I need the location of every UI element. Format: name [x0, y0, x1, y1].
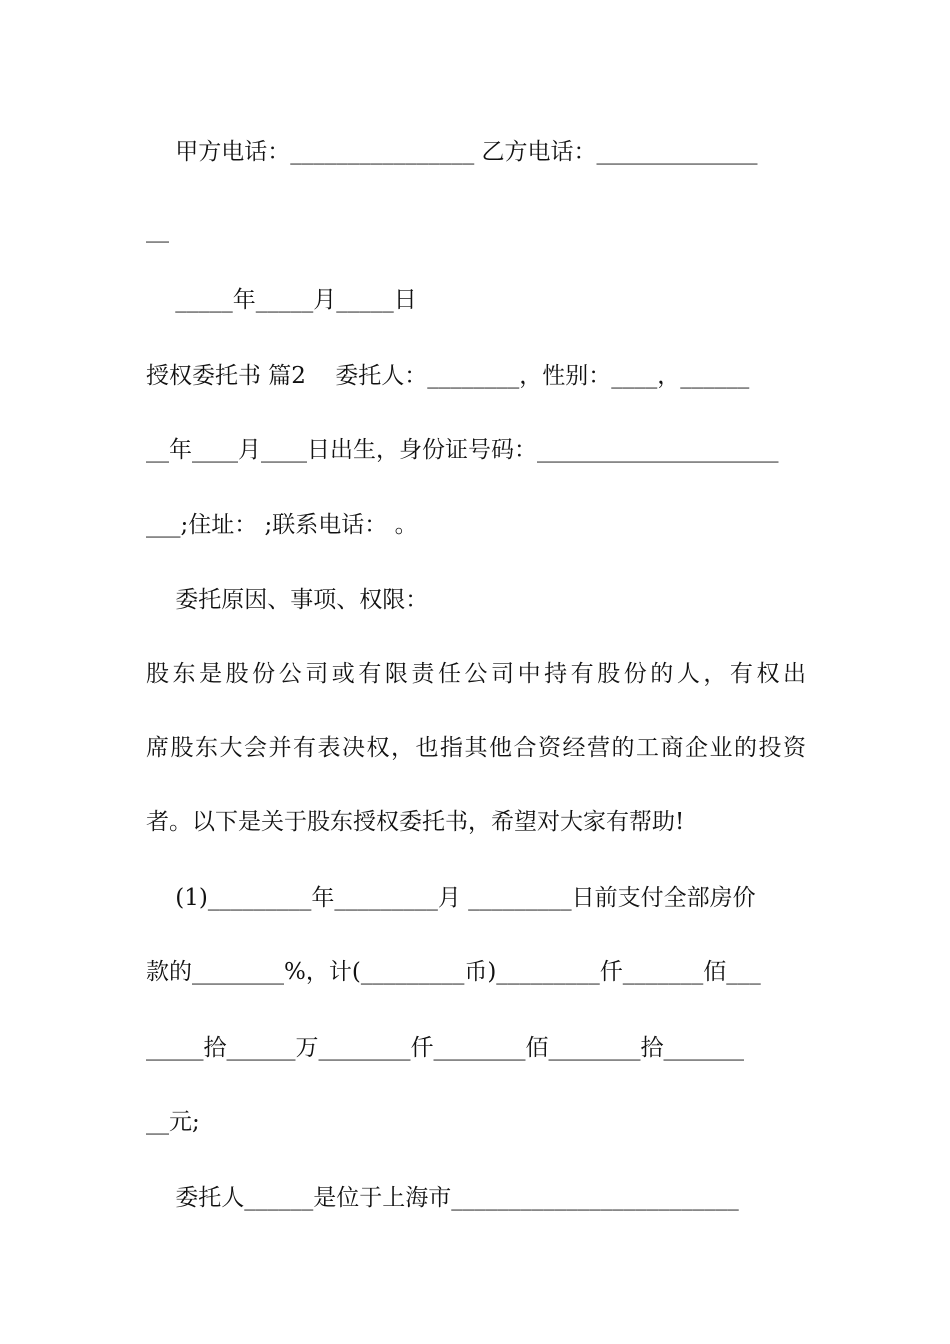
text-line-payment-2: 款的________%，计(_________币)_________仟_______佰___: [146, 959, 761, 985]
text-line-payment-3: _____拾______万________仟________佰________拾_______: [146, 1035, 744, 1061]
text-line-continuation: __: [146, 217, 169, 243]
text-line-payment-1: (1)_________年_________月 _________日前支付全部房价: [146, 885, 756, 911]
text-line-principal-location: 委托人______是位于上海市_________________________: [146, 1185, 739, 1211]
text-line-section-heading: 授权委托书 篇2 委托人：________，性别：____，______: [146, 363, 750, 389]
text-line-reasons-heading: 委托原因、事项、权限：: [146, 587, 429, 613]
text-line-date: _____年_____月_____日: [146, 287, 417, 313]
text-line-paragraph-2: 席股东大会并有表决权，也指其他合资经营的工商企业的投资: [146, 735, 806, 761]
text-line-address-contact: ___;住址： ;联系电话： 。: [146, 512, 418, 538]
text-line-party-phones: 甲方电话：________________ 乙方电话：______________: [146, 139, 758, 165]
text-line-payment-4: __元;: [146, 1109, 200, 1135]
text-line-paragraph-3: 者。以下是关于股东授权委托书，希望对大家有帮助!: [146, 809, 685, 835]
text-line-paragraph-1: 股东是股份公司或有限责任公司中持有股份的人，有权出: [146, 661, 806, 687]
text-line-birth-id: __年____月____日出生，身份证号码：_____________________: [146, 437, 779, 463]
